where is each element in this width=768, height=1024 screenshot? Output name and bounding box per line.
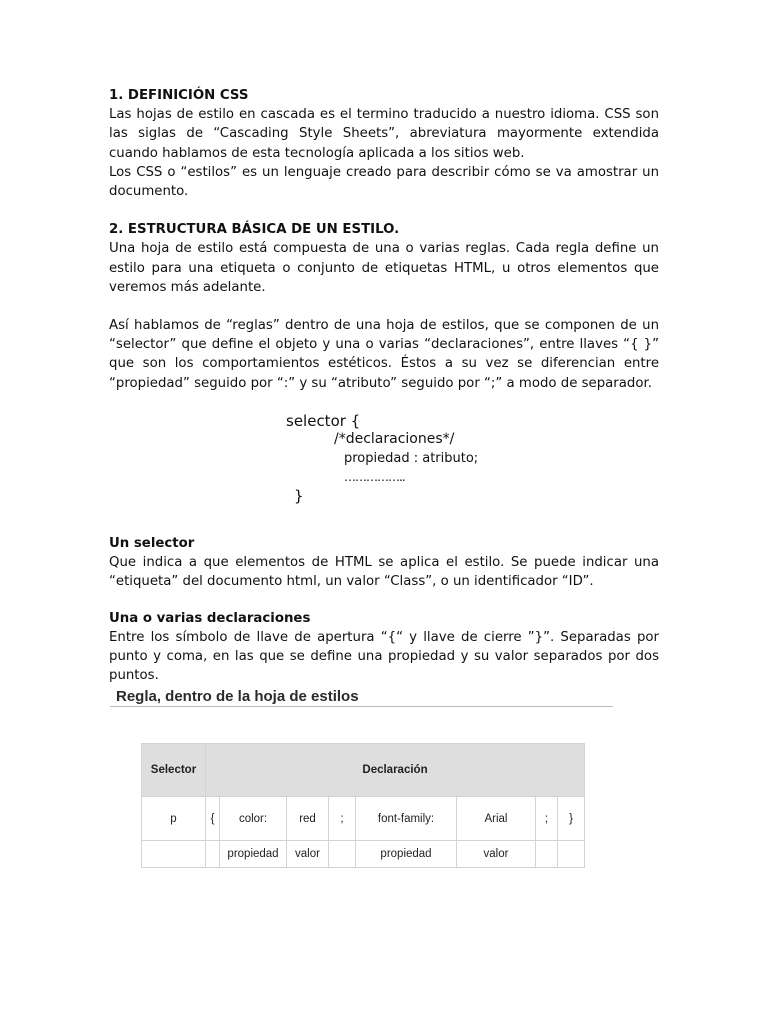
section-2-paragraph-2: Así hablamos de “reglas” dentro de una hoja de estilos, que se componen de un “selector” que define el objeto y una o varias “declaraciones”, entre llaves “{ }” que son los comportamientos estéticos. Éstos a su vez se diferencian entre “propiedad” seguido por “:” y su “atributo” seguido por “;” a modo de separador. (109, 318, 659, 391)
header-declaration-cell: Declaración (206, 744, 585, 797)
code-selector-line: selector { (286, 412, 361, 430)
table-cell (536, 841, 558, 868)
section-1-title: 1. DEFINICIÓN CSS (109, 88, 249, 103)
table-row (142, 797, 585, 841)
rule-structure-table (141, 743, 585, 868)
selector-code-example (286, 412, 546, 510)
table-cell: Arial (457, 797, 536, 841)
figure-title: Regla, dentro de la hoja de estilos (116, 688, 359, 705)
selector-description: Que indica a que elementos de HTML se aplica el estilo. Se puede indicar una “etiqueta” del documento html, un valor “Class”, o un identificador “ID”. (109, 555, 659, 590)
section-1-paragraph-1: Las hojas de estilo en cascada es el termino traducido a nuestro idioma. CSS son las siglas de “Cascading Style Sheets”, abreviatura mayormente extendida cuando hablamos de esta tecnología aplicada a los sitios web. (109, 107, 659, 161)
section-2-title: 2. ESTRUCTURA BÁSICA DE UN ESTILO. (109, 222, 400, 238)
table-header-row (142, 744, 585, 797)
table-cell: red (287, 797, 329, 841)
code-property-line: propiedad : atributo; (344, 451, 479, 466)
table-cell: valor (457, 841, 536, 868)
declarations-description: Entre los símbolo de llave de apertura “{“ y llave de cierre ”}”. Separadas por punto y coma, en las que se define una propiedad y su valor separados por dos puntos. (109, 629, 659, 684)
code-ellipsis-line: …………….. (344, 470, 405, 484)
section-1-paragraph-2: Los CSS o “estilos” es un lenguaje creado para describir cómo se va amostrar un documento. (109, 164, 659, 200)
table-cell: } (558, 797, 585, 841)
table-cell (329, 841, 356, 868)
table-cell: { (206, 797, 220, 841)
code-comment-line: /*declaraciones*/ (334, 431, 455, 447)
table-cell: propiedad (220, 841, 287, 868)
table-cell: color: (220, 797, 287, 841)
document-body-lower (109, 534, 659, 685)
table-cell: font-family: (356, 797, 457, 841)
table-cell: ; (536, 797, 558, 841)
figure-divider (110, 706, 613, 707)
table-cell: valor (287, 841, 329, 868)
section-2-paragraph-1: Una hoja de estilo está compuesta de una o varias reglas. Cada regla define un estilo para una etiqueta o conjunto de etiquetas HTML, u otros elementos que veremos más adelante. (109, 241, 659, 295)
selector-heading: Un selector (109, 536, 195, 551)
table-cell (558, 841, 585, 868)
table-row (142, 841, 585, 868)
document-body (109, 86, 659, 393)
table-cell: ; (329, 797, 356, 841)
code-closing-brace: } (294, 487, 304, 505)
header-selector-cell: Selector (142, 744, 206, 797)
table-cell: p (142, 797, 206, 841)
table-cell: propiedad (356, 841, 457, 868)
table-cell (206, 841, 220, 868)
table-cell (142, 841, 206, 868)
declarations-heading: Una o varias declaraciones (109, 610, 311, 626)
